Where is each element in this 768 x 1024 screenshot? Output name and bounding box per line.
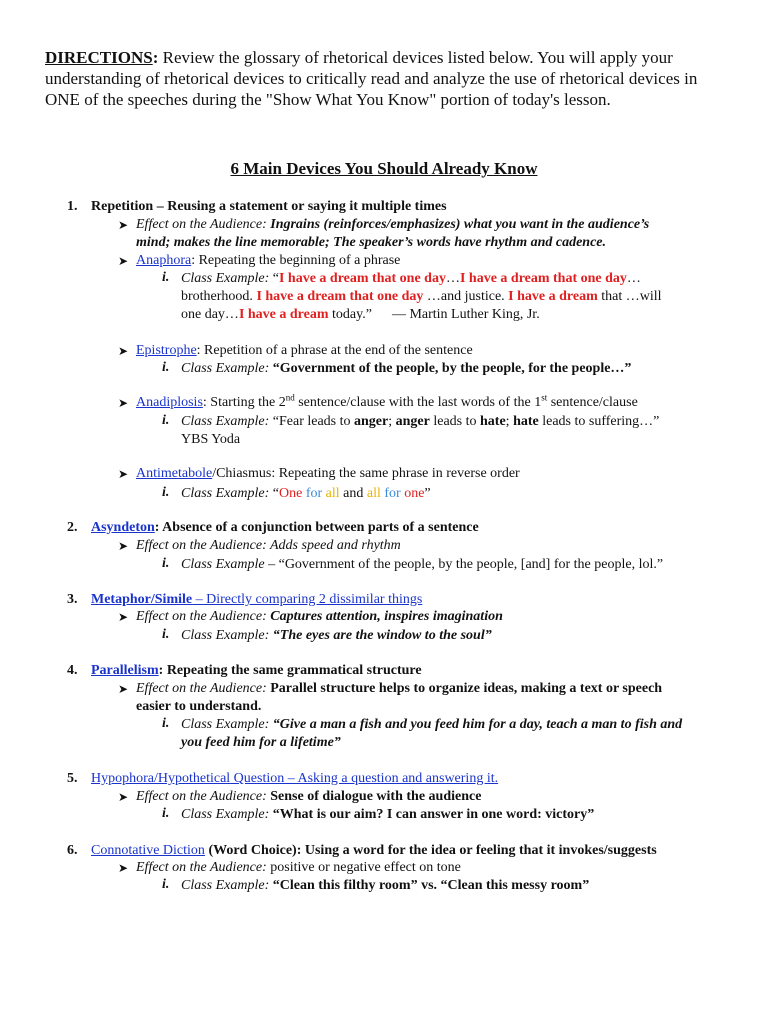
antimetabole-example: Class Example: “One for all and all for one” [181,486,431,501]
arrow-bullet-icon: ➤ [118,218,129,232]
epistrophe-line: Epistrophe: Repetition of a phrase at the end of the sentence [136,343,473,358]
anadiplosis-link[interactable]: Anadiplosis [136,395,203,410]
arrow-bullet-icon: ➤ [118,344,129,358]
anaphora-example-line3: one day…I have a dream today.” — Martin Luther King, Jr. [181,307,540,322]
roman-numeral: i. [162,877,170,892]
directions-label: DIRECTIONS [45,48,153,67]
roman-numeral: i. [162,360,170,375]
arrow-bullet-icon: ➤ [118,610,129,624]
parallelism-link[interactable]: Parallelism [91,663,159,678]
anaphora-example-line1: Class Example: “I have a dream that one day…I have a dream that one day… [181,271,641,286]
parallelism-example: Class Example: “Give a man a fish and you feed him for a day, teach a man to fish and [181,717,683,732]
roman-numeral: i. [162,485,170,500]
hypophora-example: Class Example: “What is our aim? I can answer in one word: victory” [181,807,595,822]
item-number: 3. [67,592,78,607]
anadiplosis-example: Class Example: “Fear leads to anger; anger leads to hate; hate leads to suffering…” [181,414,660,429]
connotative-example: Class Example: “Clean this filthy room” vs. “Clean this messy room” [181,878,590,893]
epistrophe-example: Class Example: “Government of the people, by the people, for the people…” [181,361,632,376]
metaphor-link[interactable]: Metaphor/Simile [91,592,193,607]
parallelism-example-continued: you feed him for a lifetime” [181,735,341,750]
item-number: 6. [67,843,78,858]
attribution: — Martin Luther King, Jr. [391,307,540,322]
item-heading: Repetition – Reusing a statement or saying it multiple times [91,199,447,214]
roman-numeral: i. [162,270,170,285]
item-heading: Asyndeton: Absence of a conjunction between parts of a sentence [91,520,479,535]
arrow-bullet-icon: ➤ [118,539,129,553]
effect-label: Effect on the Audience: [136,217,267,232]
arrow-bullet-icon: ➤ [118,467,129,481]
roman-numeral: i. [162,716,170,731]
roman-numeral: i. [162,556,170,571]
arrow-bullet-icon: ➤ [118,861,129,875]
effect-line: Effect on the Audience: positive or negative effect on tone [136,860,461,875]
arrow-bullet-icon: ➤ [118,254,129,268]
effect-line: Effect on the Audience: Adds speed and rhythm [136,538,401,553]
arrow-bullet-icon: ➤ [118,396,129,410]
arrow-bullet-icon: ➤ [118,682,129,696]
anadiplosis-line: Anadiplosis: Starting the 2nd sentence/clause with the last words of the 1st sentence/clause [136,392,638,410]
directions-text: Review the glossary of rhetorical devices listed below. You will apply your understanding of rhetorical devices to critically read and analyze the use of rhetorical devices in ONE of the speeches during the "Show What You Know" portion of today's lesson. [45,48,698,109]
asyndeton-example: Class Example – “Government of the people, by the people, [and] for the people, lol.” [181,557,664,572]
directions-paragraph: DIRECTIONS: Review the glossary of rhetorical devices listed below. You will apply your understanding of rhetorical devices to critically read and analyze the use of rhetorical devices in ONE of the speeches during the "Show What You Know" portion of today's lesson. [45,48,698,109]
connotative-diction-link[interactable]: Connotative Diction [91,843,205,858]
asyndeton-link[interactable]: Asyndeton [91,520,155,535]
effect-line: Effect on the Audience: Captures attention, inspires imagination [136,609,503,624]
anaphora-link[interactable]: Anaphora [136,253,192,268]
metaphor-example: Class Example: “The eyes are the window to the soul” [181,628,492,643]
item-heading: Parallelism: Repeating the same grammatical structure [91,663,422,678]
item-number: 2. [67,520,78,535]
item-number: 1. [67,199,78,214]
antimetabole-link[interactable]: Antimetabole [136,466,213,481]
item-number: 5. [67,771,78,786]
effect-line: Effect on the Audience: Sense of dialogue with the audience [136,789,482,804]
roman-numeral: i. [162,627,170,642]
effect-line: Effect on the Audience: Parallel structure helps to organize ideas, making a text or speech [136,681,663,696]
anaphora-example-line2: brotherhood. I have a dream that one day …and justice. I have a dream that …will [181,289,662,304]
epistrophe-link[interactable]: Epistrophe [136,343,197,358]
section-title: 6 Main Devices You Should Already Know [230,159,538,178]
arrow-bullet-icon: ➤ [118,790,129,804]
roman-numeral: i. [162,806,170,821]
antimetabole-line: Antimetabole/Chiasmus: Repeating the same phrase in reverse order [136,466,520,481]
item-heading: Metaphor/Simile – Directly comparing 2 dissimilar things [91,592,423,607]
effect-line [136,216,649,234]
roman-numeral: i. [162,413,170,428]
effect-text-continued: easier to understand. [136,699,262,714]
item-number: 4. [67,663,78,678]
effect-text-continued: mind; makes the line memorable; The speaker’s words have rhythm and cadence. [136,235,607,250]
anaphora-line: Anaphora: Repeating the beginning of a phrase [136,253,401,268]
effect-text: Ingrains (reinforces/emphasizes) what you want in the audience’s [270,217,650,232]
item-heading: Connotative Diction (Word Choice): Using a word for the idea or feeling that it invokes/suggests [91,843,657,858]
hypophora-link[interactable]: Hypophora/Hypothetical Question – Asking a question and answering it. [91,771,499,786]
anadiplosis-attribution: YBS Yoda [181,432,241,447]
